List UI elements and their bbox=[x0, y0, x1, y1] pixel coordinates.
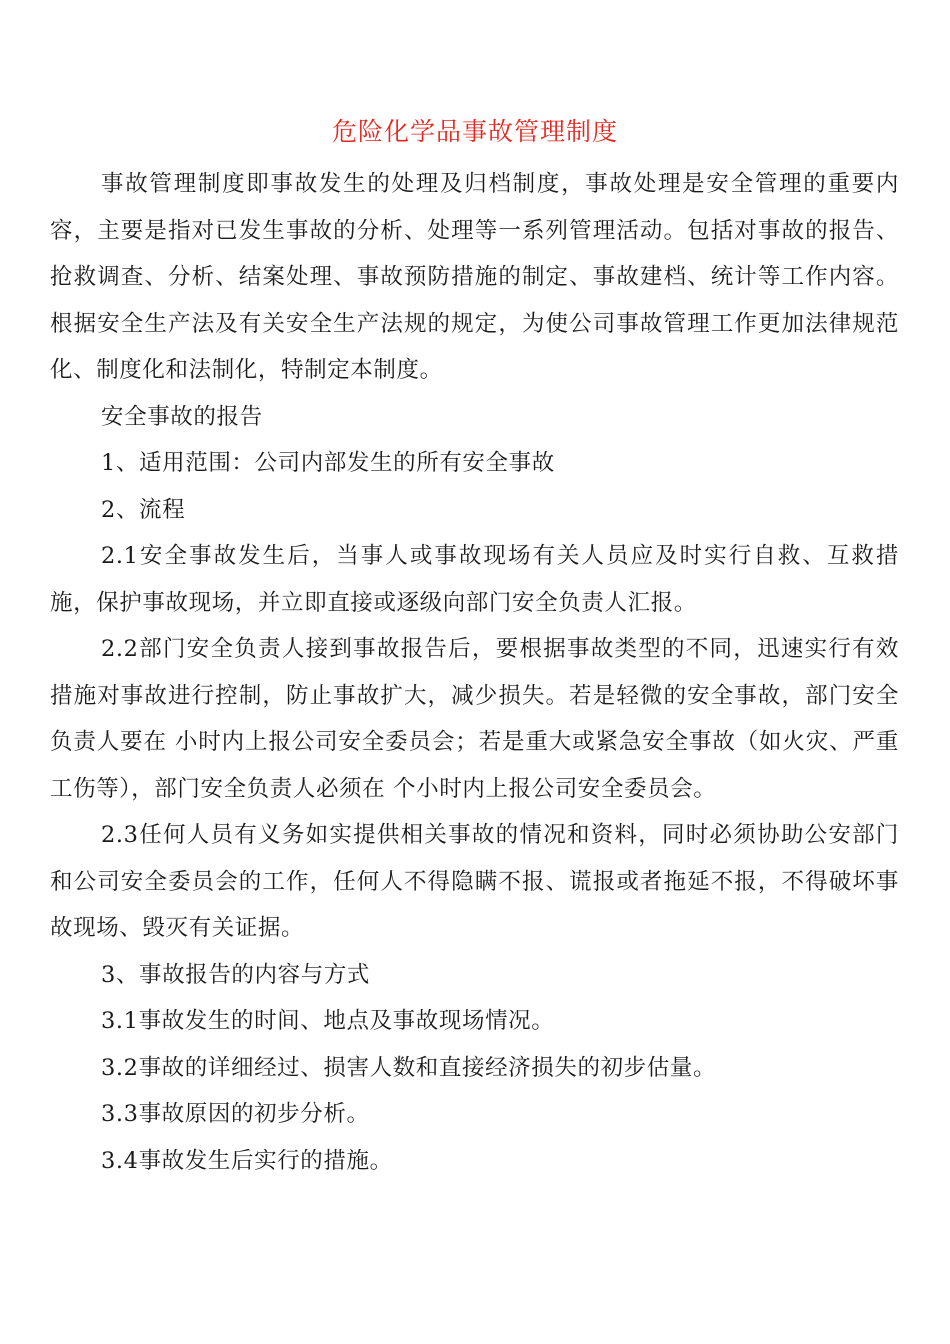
item-3-4: 3.4事故发生后实行的措施。 bbox=[101, 1147, 393, 1174]
item-2-1: 2.1安全事故发生后，当事人或事故现场有关人员应及时实行自救、互救措施，保护事故现场，并立即直接或逐级向部门安全负责人汇报。 bbox=[50, 543, 899, 616]
document-title: 危险化学品事故管理制度 bbox=[331, 117, 618, 146]
intro-paragraph: 事故管理制度即事故发生的处理及归档制度，事故处理是安全管理的重要内容，主要是指对已发生事故的分析、处理等一系列管理活动。包括对事故的报告、抢救调查、分析、结案处理、事故预防措施的制定、事故建档、统计等工作内容。根据安全生产法及有关安全生产法规的规定，为使公司事故管理工作更加法律规范化、制度化和法制化，特制定本制度。 bbox=[50, 171, 899, 383]
item-report-content: 3、事故报告的内容与方式 bbox=[101, 961, 371, 988]
item-process: 2、流程 bbox=[101, 496, 186, 523]
item-scope: 1、适用范围：公司内部发生的所有安全事故 bbox=[101, 450, 555, 476]
item-2-3: 2.3任何人员有义务如实提供相关事故的情况和资料，同时必须协助公安部门和公司安全委员会的工作，任何人不得隐瞒不报、谎报或者拖延不报，不得破坏事故现场、毁灭有关证据。 bbox=[50, 822, 899, 941]
item-3-3: 3.3事故原因的初步分析。 bbox=[101, 1101, 370, 1127]
item-3-2: 3.2事故的详细经过、损害人数和直接经济损失的初步估量。 bbox=[101, 1054, 717, 1081]
section-heading-accident-report: 安全事故的报告 bbox=[101, 403, 263, 430]
item-2-2: 2.2部门安全负责人接到事故报告后，要根据事故类型的不同，迅速实行有效措施对事故进行控制，防止事故扩大，减少损失。若是轻微的安全事故，部门安全负责人要在 小时内上报公司安全委员会；若是重大或紧急安全事故（如火灾、严重工伤等），部门安全负责人必须在 个小时内上报公司安全委员会。 bbox=[50, 636, 899, 802]
document-body bbox=[50, 161, 899, 1184]
item-3-1: 3.1事故发生的时间、地点及事故现场情况。 bbox=[101, 1008, 555, 1034]
